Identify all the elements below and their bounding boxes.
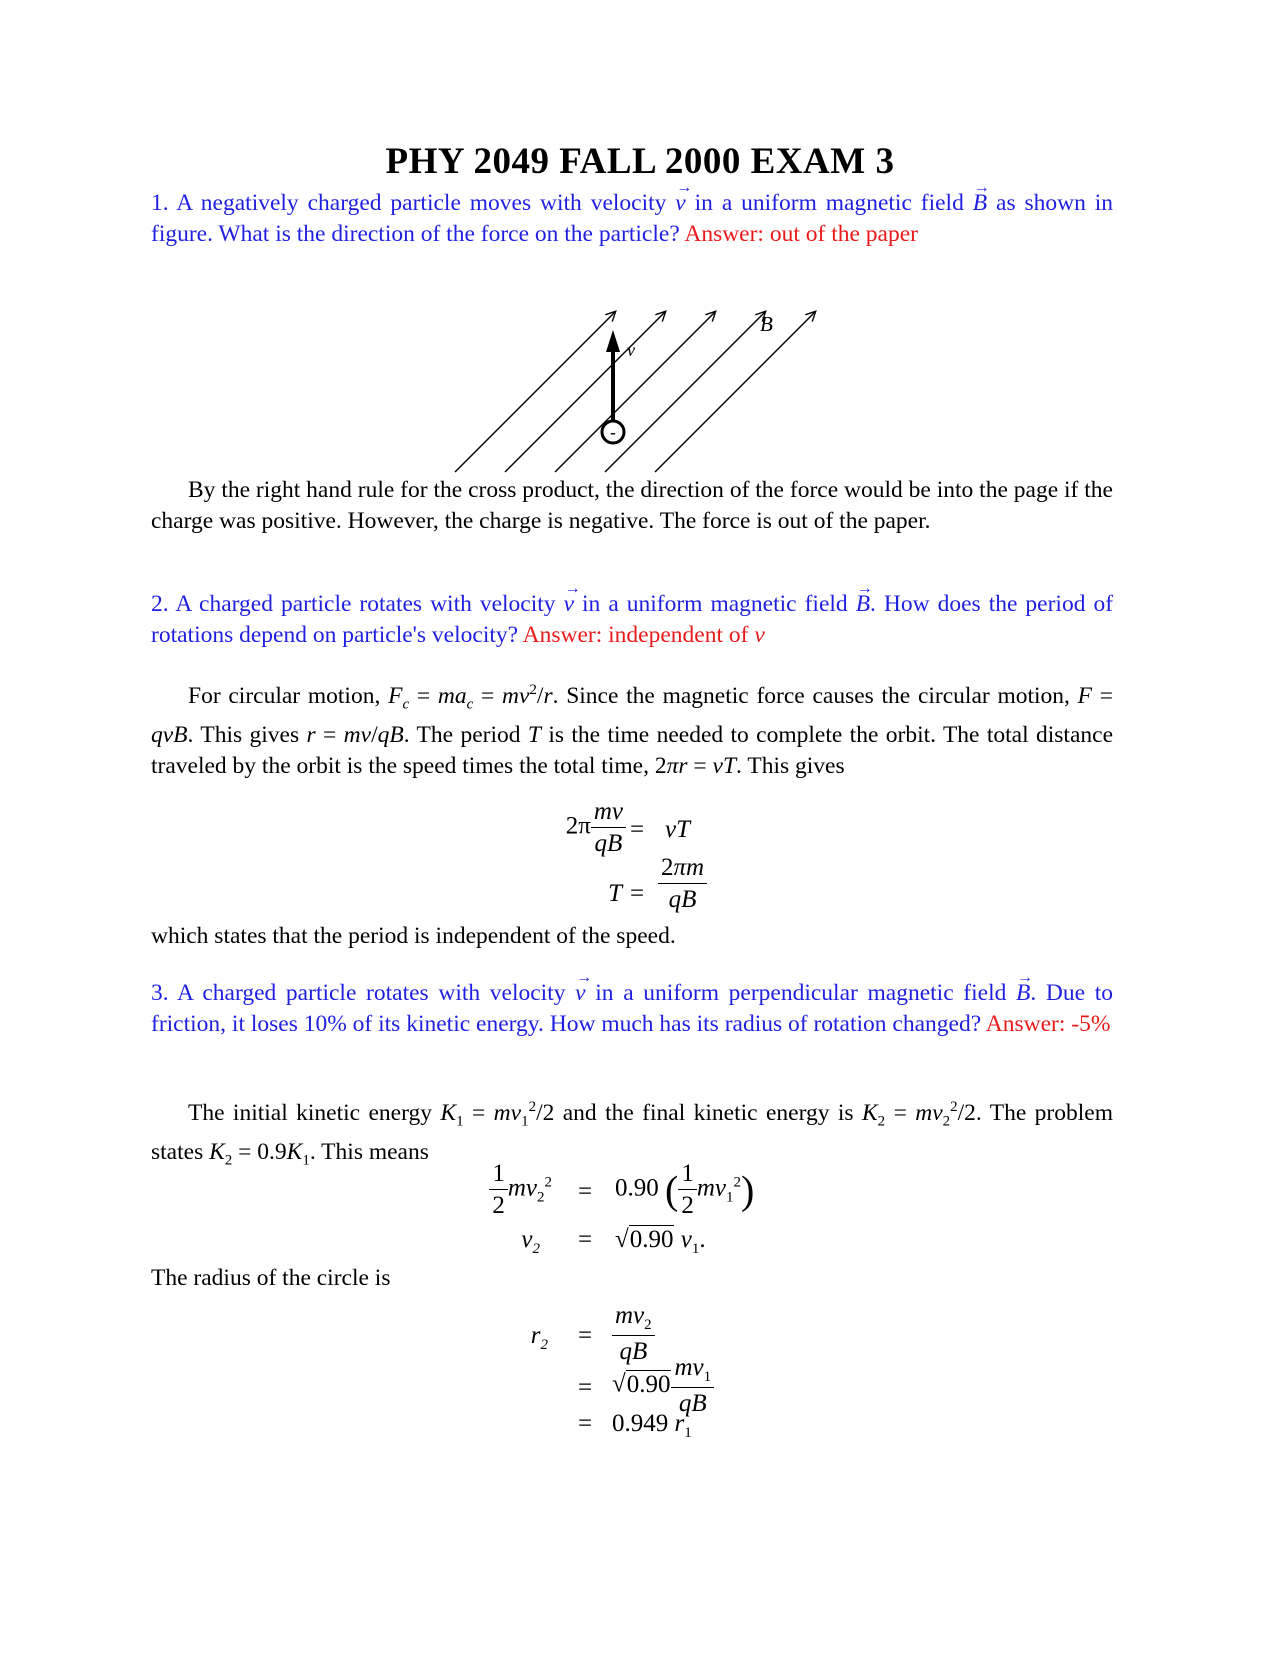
- question-1-text-c: as shown in figure. What is the direction of the force on the particle?: [151, 190, 1114, 247]
- velocity-vector: → v: [575, 978, 585, 1009]
- exp-text: and the final kinetic energy is: [562, 1099, 854, 1126]
- magnetic-field-figure: [420, 300, 840, 480]
- question-3: [151, 978, 1113, 1039]
- equation-rhs-3: 0.949 $r_1$: [612, 1410, 692, 1441]
- question-2-text-b: in a uniform magnetic field: [582, 591, 848, 617]
- equation-lhs-1: 2π $\frac{mv}{qB}$: [566, 798, 626, 858]
- equation-rhs-1: vT: [665, 816, 690, 843]
- velocity-vector: → v: [564, 589, 574, 620]
- field-vector: → B: [973, 188, 987, 219]
- field-line: [455, 312, 615, 472]
- question-3-answer: Answer: -5%: [985, 1010, 1111, 1037]
- equals-sign: =: [578, 1374, 593, 1401]
- question-2-answer: [523, 622, 765, 648]
- question-3-text-c: . Due to friction, it loses 10% of its kinetic energy. How much has its radius of rotation changed?: [151, 980, 1114, 1037]
- field-vector: → B: [1016, 978, 1030, 1009]
- answer-1-explanation: By the right hand rule for the cross product, the direction of the force would be into the page if the charge was positive. However, the charge is negative. The force is out of the paper.: [151, 477, 1113, 534]
- exp-text: is the time needed to complete the orbit. The total distance traveled by the orbit is the speed times the total time,: [151, 722, 1113, 779]
- field-line: [555, 312, 715, 472]
- field-line: [505, 312, 665, 472]
- charge-label: -: [610, 423, 616, 442]
- question-3-number: 3.: [151, 980, 169, 1006]
- radius-intro: The radius of the circle is: [151, 1265, 391, 1291]
- equals-sign: =: [630, 880, 645, 907]
- equation-lhs-2: $v_2$: [521, 1226, 540, 1257]
- field-label: B: [760, 312, 773, 336]
- question-1-answer: Answer: out of the paper: [684, 220, 918, 247]
- equals-sign: =: [578, 1226, 593, 1253]
- question-2-text-c: . How does the period of rotations depend on particle's velocity?: [151, 591, 1114, 648]
- field-line: [605, 312, 765, 472]
- coefficient: 0.949: [612, 1410, 669, 1437]
- question-1-number: 1.: [151, 190, 169, 216]
- equation-lhs-2: T: [608, 880, 622, 907]
- equation-rhs-1: 0.90 ( $\frac{1}{2}$ $mv_1^2$): [615, 1160, 755, 1219]
- exp-text: For circular motion,: [188, 682, 381, 709]
- equals-sign: =: [578, 1178, 593, 1205]
- equation-rhs-2: √0.90 $\frac{mv_1}{qB}$: [612, 1354, 714, 1418]
- exp-text: . This gives: [736, 752, 845, 779]
- period-conclusion: which states that the period is independent of the speed.: [151, 923, 676, 949]
- velocity-arrow-head: [606, 330, 620, 352]
- page-title: PHY 2049 FALL 2000 EXAM 3: [385, 141, 895, 182]
- equals-sign: =: [630, 816, 645, 843]
- exp-text: . This gives: [187, 722, 300, 749]
- question-2-number: 2.: [151, 591, 169, 617]
- answer-2-explanation: For circular motion, $F_c = ma_c = mv^2/r$. Since the magnetic force causes the circular motion, F = qvB. This gives r = mv/qB. The period T is the time needed to complete the orbit. The total distance traveled by the orbit is the speed times the total time, 2πr = vT. This gives: [151, 682, 1114, 779]
- question-3-text-a: A charged particle rotates with velocity: [177, 980, 566, 1006]
- question-3-text-b: in a uniform perpendicular magnetic field: [595, 980, 1007, 1006]
- equals-sign: =: [578, 1410, 593, 1437]
- question-2-text-a: A charged particle rotates with velocity: [175, 591, 556, 617]
- question-1-text-a: A negatively charged particle moves with velocity: [176, 190, 667, 216]
- velocity-label: v: [627, 340, 635, 360]
- question-1-text-b: in a uniform magnetic field: [694, 190, 964, 216]
- exp-text: . Since the magnetic force causes the circular motion,: [552, 682, 1070, 709]
- coefficient: 0.90: [615, 1174, 659, 1202]
- field-vector: → B: [856, 589, 870, 620]
- equation-rhs-1: $\frac{mv_2}{qB}$: [612, 1302, 655, 1366]
- answer-3-explanation: The initial kinetic energy $K_1 = mv_1^2/2$ and the final kinetic energy is $K_2 = mv_2^2/2$. The problem states $K_2 = 0.9K_1$. This means: [151, 1099, 1113, 1169]
- question-2-answer-var: v: [754, 621, 765, 648]
- equation-lhs-1: $\frac{1}{2}$ $mv_2^2$: [489, 1160, 552, 1220]
- equation-rhs-2: $\frac{2\pi m}{qB}$: [658, 854, 707, 914]
- question-2-answer-text: Answer: independent of: [522, 621, 749, 648]
- exp-text: . The period: [403, 722, 521, 749]
- equals-sign: =: [578, 1322, 593, 1349]
- equation-rhs-2: √0.90 $v_1$.: [615, 1226, 706, 1257]
- field-line: [655, 312, 815, 472]
- coefficient: 0.90: [626, 1370, 671, 1398]
- equation-lhs-1: $r_2$: [530, 1322, 548, 1353]
- question-1: [151, 188, 1113, 249]
- question-2: [151, 589, 1113, 650]
- exp-text: . This means: [309, 1139, 429, 1166]
- coefficient: 0.90: [629, 1226, 674, 1253]
- exp-text: The initial kinetic energy: [188, 1099, 433, 1126]
- exp-text: . The problem states: [151, 1099, 1113, 1166]
- velocity-vector: → v: [675, 188, 685, 219]
